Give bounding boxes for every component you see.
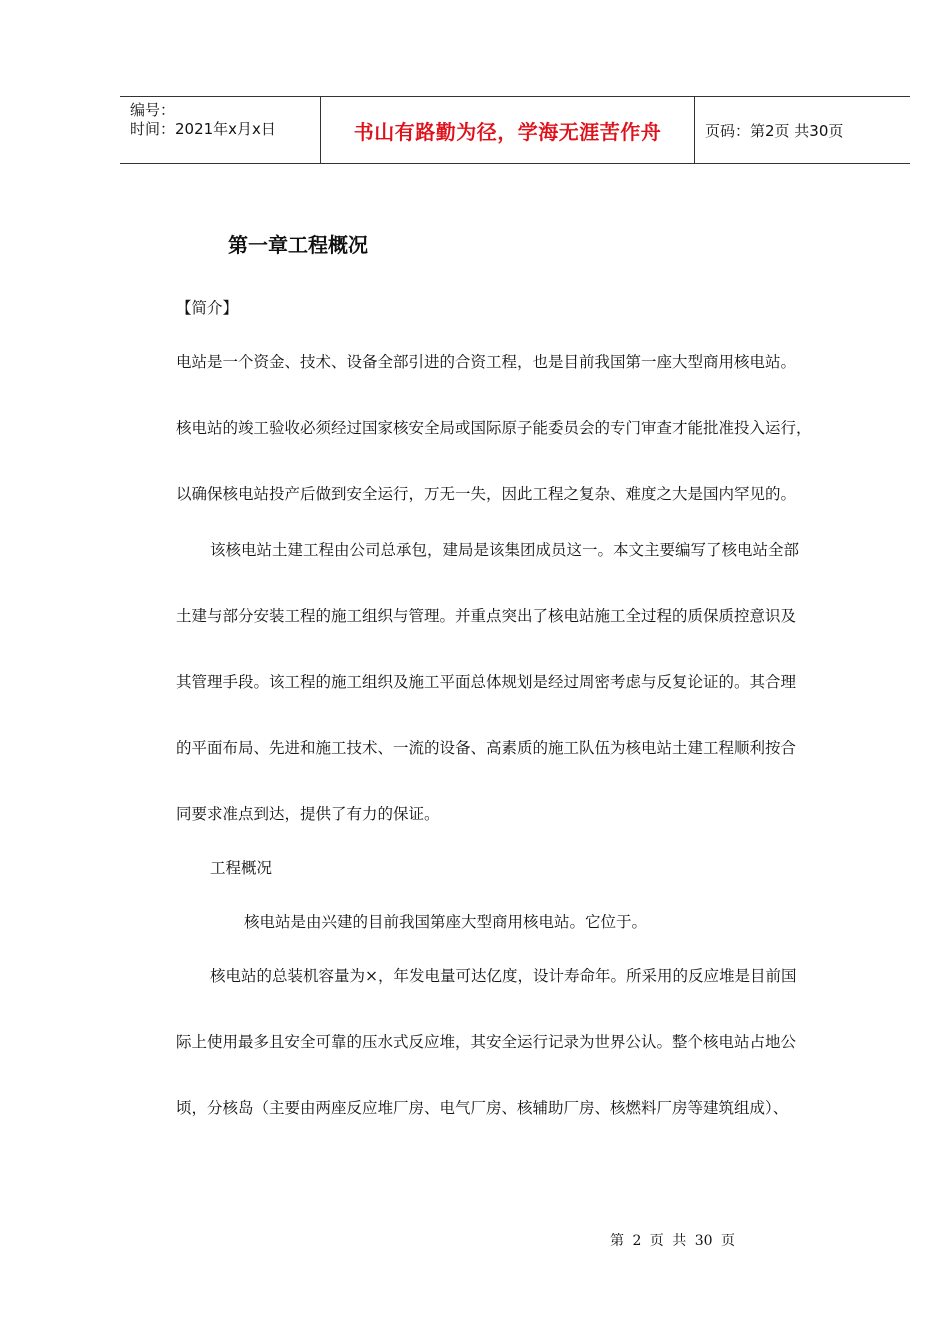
document-number-label: 编号：	[130, 101, 176, 119]
header-page-label: 页码：第2页 共30页	[705, 121, 844, 140]
section-intro-label: 【简介】	[176, 299, 239, 317]
header-motto-cell	[321, 97, 695, 163]
header-page-cell	[695, 97, 910, 163]
document-header	[120, 96, 910, 164]
document-time-label: 时间：2021年x月x日	[130, 120, 276, 138]
body-line-6: 其管理手段。该工程的施工组织及施工平面总体规划是经过周密考虑与反复论证的。其合理	[176, 673, 797, 691]
header-motto: 书山有路勤为径，学海无涯苦作舟	[353, 119, 662, 144]
body-line-5: 土建与部分安装工程的施工组织与管理。并重点突出了核电站施工全过程的质保质控意识及	[176, 607, 797, 625]
body-line-4: 该核电站土建工程由公司总承包，建局是该集团成员这一。本文主要编写了核电站全部	[210, 541, 800, 559]
body-line-12: 际上使用最多且安全可靠的压水式反应堆，其安全运行记录为世界公认。整个核电站占地公	[176, 1033, 797, 1051]
chapter-title: 第一章工程概况	[228, 233, 368, 257]
body-line-8: 同要求准点到达，提供了有力的保证。	[176, 805, 440, 823]
body-line-7: 的平面布局、先进和施工技术、一流的设备、高素质的施工队伍为核电站土建工程顺利按合	[176, 739, 797, 757]
body-line-13: 顷，分核岛（主要由两座反应堆厂房、电气厂房、核辅助厂房、核燃料厂房等建筑组成）、	[176, 1099, 789, 1117]
body-line-3: 以确保核电站投产后做到安全运行，万无一失，因此工程之复杂、难度之大是国内罕见的。	[176, 485, 797, 503]
header-info-cell	[120, 97, 321, 163]
body-line-10: 核电站是由兴建的目前我国第座大型商用核电站。它位于。	[244, 913, 648, 931]
section-heading-overview: 工程概况	[210, 859, 273, 877]
footer-page-number: 第 2 页 共 30 页	[610, 1233, 735, 1249]
body-line-1: 电站是一个资金、技术、设备全部引进的合资工程，也是目前我国第一座大型商用核电站。	[176, 353, 797, 371]
body-line-2: 核电站的竣工验收必须经过国家核安全局或国际原子能委员会的专门审查才能批准投入运行，	[176, 419, 812, 437]
body-line-11: 核电站的总装机容量为×，年发电量可达亿度，设计寿命年。所采用的反应堆是目前国	[210, 967, 797, 985]
